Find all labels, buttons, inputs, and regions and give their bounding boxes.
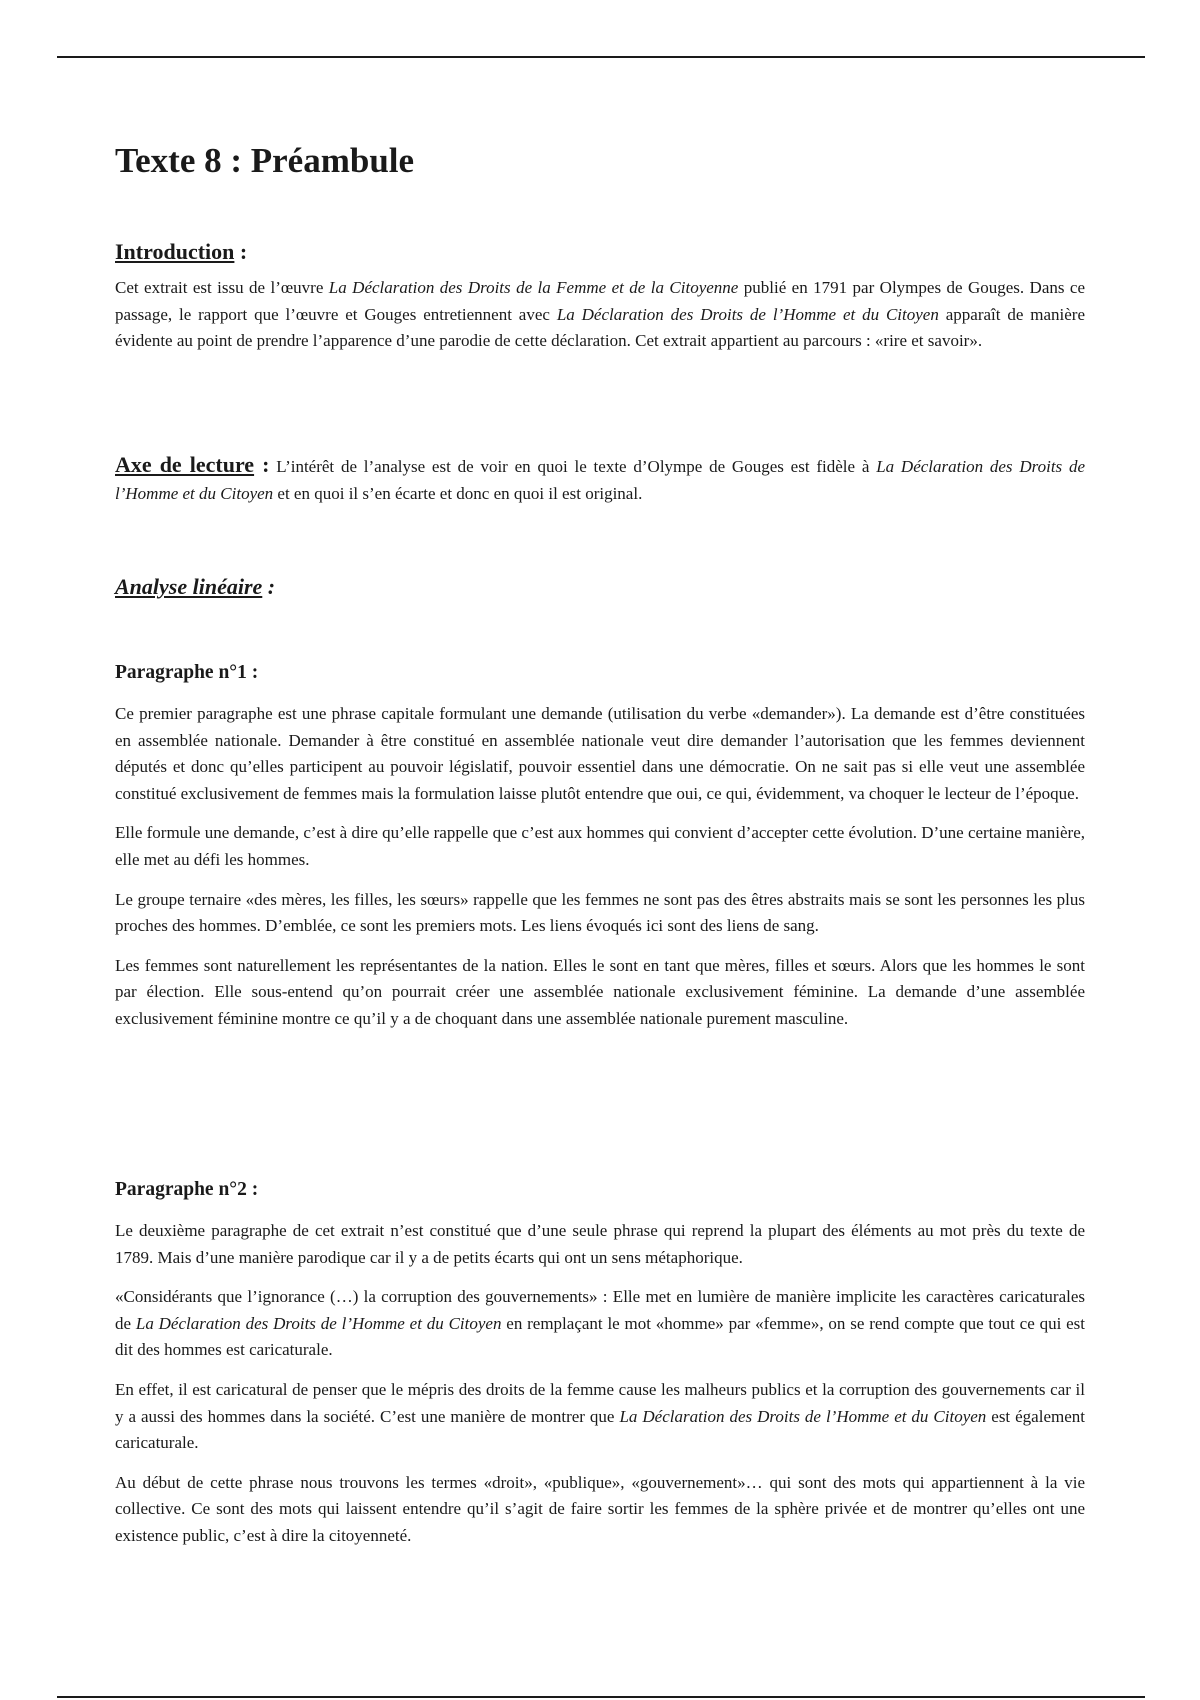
text-run: En effet, il est caricatural de penser que le mépris des droits de la femme cause les malheurs publics et la corruption des gouvernements car il y a aussi des hommes dans la société. C’est une manière de montrer que xyxy=(115,1379,1085,1426)
italic-title-run: La Déclaration des Droits de l’Homme et du Citoyen xyxy=(135,1313,502,1333)
paragraph-1-text-3 xyxy=(115,887,1085,940)
text-run: Le groupe ternaire «des mères, les filles, les sœurs» rappelle que les femmes ne sont pas des êtres abstraits mais se sont les personnes les plus proches des hommes. D’emblée, ce sont les premiers mots. Les liens évoqués ici sont des liens de sang. xyxy=(115,889,1085,936)
page-title: Texte 8 : Préambule xyxy=(115,141,415,180)
paragraph-2-section xyxy=(115,1177,1085,1550)
text-run: Les femmes sont naturellement les représentantes de la nation. Elles le sont en tant que mères, filles et sœurs. Alors que les hommes le sont par élection. Elle sous-entend qu’on pourrait créer une assemblée nationale exclusivement féminine. La demande d’une assemblée exclusivement féminine montre ce qu’il y a de choquant dans une assemblée nationale purement masculine. xyxy=(115,955,1085,1028)
axe-paragraph: Axe de lecture : L’intérêt de l’analyse est de voir en quoi le texte d’Olympe de Gouges est fidèle à La Déclaration des Droits de l’Homme et du Citoyen et en quoi il s’en écarte et donc en quoi il est original. xyxy=(115,452,1085,503)
paragraph-2-text-4 xyxy=(115,1470,1085,1550)
paragraph-1-body xyxy=(115,701,1085,1033)
paragraph-2-body xyxy=(115,1218,1085,1550)
paragraph-1-heading: Paragraphe n°1 : xyxy=(115,662,259,683)
bottom-rule xyxy=(57,1696,1145,1698)
text-run: Ce premier paragraphe est une phrase capitale formulant une demande (utilisation du verbe «demander»). La demande est d’être constituées en assemblée nationale. Demander à être constitué en assemblée nationale veut dire demander l’autorisation que les femmes deviennent députés et donc qu’elles participent au pouvoir législatif, pouvoir essentiel dans une démocratie. On ne sait pas si elle veut une assemblée constitué exclusivement de femmes mais la formulation laisse plutôt entendre que oui, ce qui, évidemment, va choquer le lecteur de l’époque. xyxy=(115,704,1085,803)
text-run: est également caricaturale. xyxy=(115,1406,1085,1453)
introduction-paragraph xyxy=(115,275,1085,355)
text-run: apparaît de manière évidente au point de prendre l’apparence d’une parodie de cette déclaration. Cet extrait appartient au parcours : «rire et savoir». xyxy=(115,304,1086,351)
text-run: publié en 1791 par Olympes de Gouges. Dans ce passage, le rapport que l’œuvre et Gouges entretiennent avec xyxy=(115,278,1086,324)
axe-heading: Axe de lecture xyxy=(115,452,255,477)
analyse-heading: Analyse linéaire : xyxy=(115,574,276,599)
italic-title-run: La Déclaration des Droits de la Femme et de la Citoyenne xyxy=(328,278,739,297)
paragraph-2-text-1 xyxy=(115,1218,1085,1271)
italic-title-run: La Déclaration des Droits de l’Homme et du Citoyen xyxy=(619,1406,987,1426)
paragraph-1-text-4 xyxy=(115,953,1085,1033)
analyse-section xyxy=(115,572,1085,602)
paragraph-2-text-3 xyxy=(115,1377,1085,1457)
text-run: et en quoi il s’en écarte et donc en quoi il est original. xyxy=(273,483,643,503)
axe-section xyxy=(115,452,1085,507)
introduction-heading: Introduction : xyxy=(115,239,248,264)
text-run: en remplaçant le mot «homme» par «femme», on se rend compte que tout ce qui est dit des hommes est caricaturale. xyxy=(115,1313,1086,1360)
paragraph-1-section xyxy=(115,660,1085,1033)
text-run: Cet extrait est issu de l’œuvre xyxy=(115,278,329,297)
introduction-section xyxy=(115,237,1085,355)
text-run: «Considérants que l’ignorance (…) la corruption des gouvernements» : Elle met en lumière de manière implicite les caractères caricaturales de xyxy=(115,1287,1085,1333)
italic-title-run: La Déclaration des Droits de l’Homme et du Citoyen xyxy=(556,304,939,324)
paragraph-1-text-1 xyxy=(115,701,1085,807)
paragraph-2-heading: Paragraphe n°2 : xyxy=(115,1179,259,1200)
text-run: Au début de cette phrase nous trouvons les termes «droit», «publique», «gouvernement»… qui sont des mots qui appartiennent à la vie collective. Ce sont des mots qui laissent entendre qu’il s’agit de faire sortir les femmes de la sphère privée et de montrer qu’elles ont une existence public, c’est à dire la citoyenneté. xyxy=(115,1472,1085,1545)
paragraph-1-text-2 xyxy=(115,820,1085,873)
italic-title-run: La Déclaration des Droits de l’Homme et du Citoyen xyxy=(115,457,1085,503)
top-rule xyxy=(57,56,1145,58)
text-run: Le deuxième paragraphe de cet extrait n’est constitué que d’une seule phrase qui reprend la plupart des éléments au mot près du texte de 1789. Mais d’une manière parodique car il y a de petits écarts qui ont un sens métaphorique. xyxy=(115,1221,1085,1267)
text-run: Elle formule une demande, c’est à dire qu’elle rappelle que c’est aux hommes qui convient d’accepter cette évolution. D’une certaine manière, elle met au défi les hommes. xyxy=(115,823,1085,869)
paragraph-2-text-2 xyxy=(115,1284,1085,1364)
text-run: L’intérêt de l’analyse est de voir en quoi le texte d’Olympe de Gouges est fidèle à xyxy=(269,457,877,476)
